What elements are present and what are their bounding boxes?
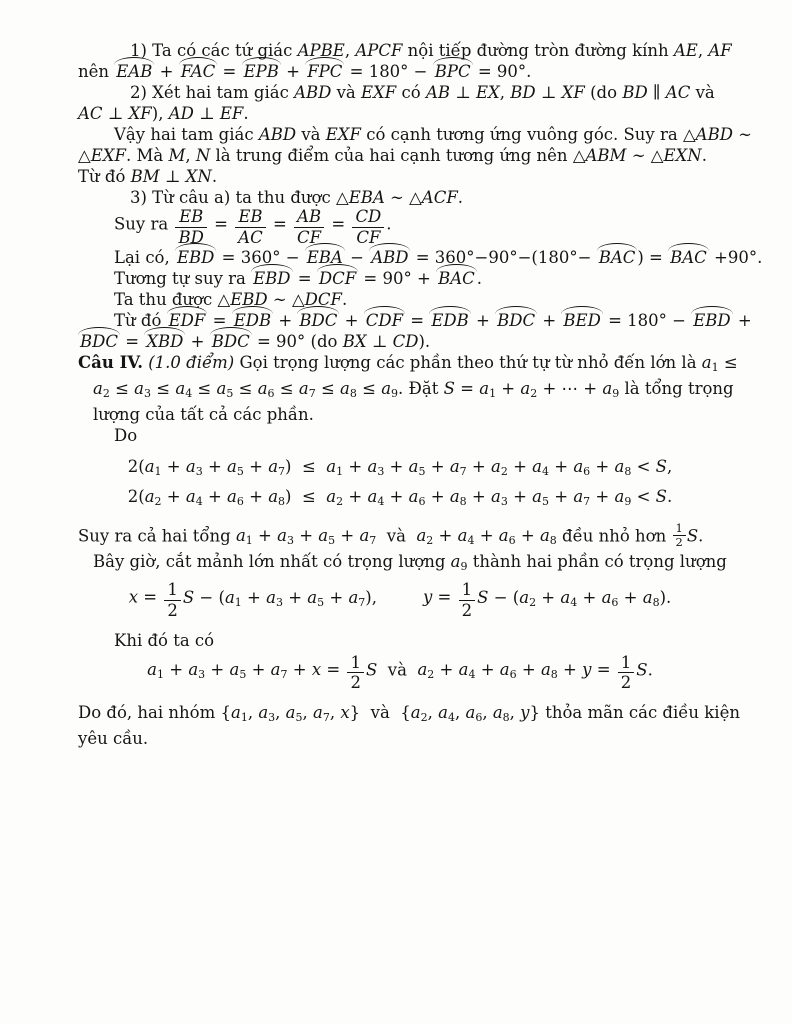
text-line	[78, 404, 722, 425]
angle-hat: EDB	[431, 310, 469, 330]
fraction: $\frac{1}{2}$	[616, 654, 637, 693]
text-line	[78, 124, 753, 145]
angle-hat: ABD	[371, 247, 409, 267]
math-run: +	[185, 331, 210, 351]
math-run: +	[732, 310, 752, 330]
math-run: ABD	[258, 125, 297, 144]
text-run: ).	[418, 331, 431, 351]
math-run: =	[207, 310, 232, 330]
text-line	[78, 702, 740, 728]
text-run: Do đó, hai nhóm	[78, 703, 221, 723]
text-run: Suy ra	[114, 214, 174, 234]
text-run: và	[331, 83, 362, 102]
text-line	[78, 425, 722, 446]
math-run: $S = a_1 + a_2$ + ⋯ + $a_9$	[443, 378, 620, 400]
angle-hat: EBD	[693, 310, 731, 330]
math-run: $a_9$	[450, 551, 468, 573]
math-run: $a_2 + a_4 + a_6 + a_8 + y$ =	[417, 660, 616, 682]
math-run: $a_1$ ≤	[701, 352, 738, 374]
math-run: EXF	[361, 83, 397, 102]
math-run: $a_2 \le a_3 \le a_4 \le a_5 \le a_6 \le a_7 \le a_8 \le a_9$.	[93, 378, 404, 400]
angle-hat: EBA	[306, 247, 343, 267]
text-run: thỏa mãn các điều kiện	[540, 703, 740, 723]
v-space	[78, 620, 722, 630]
math-run: +	[280, 62, 306, 81]
text-run: yêu cầu.	[78, 729, 149, 749]
text-run: 2) Xét hai tam giác	[130, 83, 295, 102]
italic-text: (1.0 điểm)	[148, 352, 235, 372]
text-line	[78, 82, 722, 103]
math-run: M, N	[168, 146, 211, 165]
math-run: AC ⊥ XF	[78, 104, 152, 123]
text-line	[78, 166, 722, 187]
text-run: Đặt	[403, 378, 444, 398]
text-line	[78, 61, 722, 82]
math-run: +	[154, 62, 179, 81]
math-run: △EBA ∼ △ACF.	[335, 188, 464, 207]
text-run: Tương tự suy ra	[114, 268, 252, 288]
angle-hat: FAC	[180, 62, 216, 81]
text-line	[78, 484, 722, 514]
angle-hat: DCF	[318, 268, 357, 288]
text-run: đều nhỏ hơn	[556, 525, 672, 545]
math-run: $2(a_1 + a_3 + a_5 + a_7) \le a_1 + a_3 + a_5 + a_7 + a_2 + a_4 + a_6 + a_8 < S$,	[127, 456, 673, 478]
small-fraction: $\frac{1}{2}$	[672, 523, 687, 549]
text-run: Ta thu được	[114, 289, 218, 309]
v-space	[78, 446, 722, 454]
math-run: $2(a_2 + a_4 + a_6 + a_8) \le a_2 + a_4 + a_6 + a_8 + a_3 + a_5 + a_7 + a_9 < S$.	[127, 486, 673, 508]
math-run: △EXF.	[78, 146, 132, 165]
math-run: =	[405, 310, 430, 330]
math-run: EXF	[325, 125, 362, 144]
angle-hat: FPC	[307, 62, 343, 81]
text-run: và	[690, 83, 715, 102]
math-run: APBE	[297, 41, 345, 60]
text-line	[78, 103, 722, 124]
text-line	[78, 520, 722, 551]
math-run: $S - (a_1 + a_3 + a_5 + a_7)$,	[182, 587, 377, 609]
math-run: =	[217, 62, 242, 81]
fraction: $\frac{EB}{BD}$	[173, 208, 208, 247]
text-run: nên	[78, 62, 115, 81]
text-run: và	[376, 525, 417, 545]
v-space	[78, 514, 722, 523]
text-line	[78, 581, 722, 620]
math-run: =	[208, 214, 234, 234]
angle-hat: BDC	[80, 331, 118, 351]
text-line	[78, 654, 722, 693]
math-run: = 90°	[251, 331, 311, 351]
text-run: 3) Từ câu a) ta thu được	[130, 188, 336, 207]
angle-hat: EBD	[176, 247, 215, 267]
math-run: BD ∥ AC	[622, 83, 691, 102]
text-line	[78, 268, 722, 289]
math-run: = 180° −	[602, 310, 692, 330]
text-run: Lại có,	[114, 247, 175, 267]
angle-hat: EBD	[253, 268, 291, 288]
text-line	[78, 454, 722, 484]
fraction: $\frac{AB}{CF}$	[292, 208, 326, 247]
math-run: S	[365, 660, 378, 680]
math-run: +	[273, 310, 298, 330]
math-run: {$a_2$, $a_4$, $a_6$, $a_8$, y}	[400, 703, 540, 725]
math-run: =	[267, 214, 293, 234]
math-run: = 360° −	[216, 247, 305, 267]
math-run: $a_1 + a_3 + a_5 + a_7$	[235, 525, 377, 547]
text-line	[78, 352, 738, 378]
text-line	[78, 551, 727, 577]
text-run: và	[296, 125, 326, 144]
text-run: có	[396, 83, 426, 102]
math-run: AF	[708, 41, 732, 60]
angle-hat: BAC	[438, 268, 475, 288]
text-line	[78, 145, 722, 166]
math-run: AE	[673, 41, 698, 60]
math-run: ) =	[637, 247, 669, 267]
text-line	[78, 208, 722, 247]
text-run: và	[377, 660, 418, 680]
text-line	[78, 331, 722, 352]
text-run: nội tiếp đường tròn đường kính	[402, 41, 674, 60]
math-run: = 90°.	[472, 62, 532, 81]
math-run: S.	[636, 660, 653, 680]
math-run: y =	[422, 587, 457, 607]
math-run: x =	[128, 587, 163, 607]
fraction: $\frac{EB}{AC}$	[233, 208, 268, 247]
angle-hat: CDF	[365, 310, 404, 330]
angle-hat: BPC	[434, 62, 471, 81]
fraction: $\frac{CD}{CF}$	[350, 208, 386, 247]
math-run: {$a_1$, $a_3$, $a_5$, $a_7$, x}	[220, 703, 361, 725]
math-run: +	[537, 310, 562, 330]
math-run: APCF	[355, 41, 403, 60]
angle-hat: BDC	[299, 310, 338, 330]
v-space	[78, 692, 722, 702]
angle-hat: EPB	[243, 62, 279, 81]
angle-hat: BAC	[598, 247, 636, 267]
text-line	[78, 728, 722, 749]
text-run: Bây giờ, cắt mảnh lớn nhất có trọng lượng	[93, 551, 451, 571]
text-run: là trung điểm của hai cạnh tương ứng nên	[210, 146, 573, 165]
math-run: =	[292, 268, 317, 288]
fraction: $\frac{1}{2}$	[457, 581, 478, 620]
text-line	[78, 187, 722, 208]
text-run: lượng của tất cả các phần.	[93, 404, 314, 424]
math-run: +	[339, 310, 364, 330]
text-run: Mà	[131, 146, 169, 165]
text-run: Do	[114, 425, 138, 445]
math-run: △EBD ∼ △DCF.	[217, 289, 348, 309]
math-run: AB ⊥ EX	[425, 83, 500, 102]
fraction: $\frac{1}{2}$	[162, 581, 183, 620]
math-run: =	[326, 214, 351, 234]
math-run: $a_2 + a_4 + a_6 + a_8$	[416, 525, 557, 547]
math-run: −	[344, 247, 370, 267]
text-run: ,	[499, 83, 511, 102]
math-run: △ABM ∼ △EXN.	[572, 146, 707, 165]
math-run: $S - (a_2 + a_4 + a_6 + a_8)$.	[477, 587, 672, 609]
angle-hat: BDC	[211, 331, 250, 351]
text-run: thành hai phần có trọng lượng	[467, 551, 727, 571]
text-run: Từ đó	[78, 167, 131, 186]
text-run: Gọi trọng lượng các phần theo thứ tự từ nhỏ đến lớn là	[234, 352, 702, 372]
text-line	[78, 630, 722, 651]
text-run: (do	[584, 83, 623, 102]
text-line	[78, 247, 763, 268]
text-run: và	[360, 703, 401, 723]
text-line	[78, 378, 734, 404]
text-run: ),	[151, 104, 169, 123]
text-run: là tổng trọng	[619, 378, 734, 398]
math-run: BM ⊥ XN.	[130, 167, 218, 186]
math-run: +90°.	[708, 247, 763, 267]
text-run: có cạnh tương ứng vuông góc. Suy ra	[361, 125, 683, 144]
angle-hat: BED	[563, 310, 601, 330]
math-run: = 90° +	[358, 268, 437, 288]
fraction: $\frac{1}{2}$	[345, 654, 366, 693]
text-run: Khi đó ta có	[114, 630, 215, 650]
math-run: ABD	[294, 83, 332, 102]
angle-hat: EDF	[168, 310, 206, 330]
math-run: BD ⊥ XF	[510, 83, 585, 102]
math-run: BX ⊥ CD	[342, 331, 419, 351]
text-run: .	[386, 214, 392, 234]
math-run: S.	[686, 525, 704, 545]
math-run: $a_1 + a_3 + a_5 + a_7 + x$ =	[147, 660, 346, 682]
text-run: ,	[697, 41, 709, 60]
angle-hat: BAC	[670, 247, 707, 267]
text-line	[78, 40, 732, 61]
math-run: AD ⊥ EF.	[168, 104, 249, 123]
angle-hat: EDB	[233, 310, 272, 330]
text-run: (do	[310, 331, 343, 351]
bold-text: Câu IV.	[78, 352, 143, 372]
angle-hat: XBD	[146, 331, 184, 351]
text-run: 1) Ta có các tứ giác	[130, 41, 298, 60]
text-run: Từ đó	[114, 310, 167, 330]
angle-hat: EAB	[116, 62, 153, 81]
angle-hat: BDC	[497, 310, 536, 330]
text-run: ,	[344, 41, 356, 60]
math-run: = 360°−90°−(180°−	[410, 247, 597, 267]
math-run: =	[119, 331, 145, 351]
math-run: +	[470, 310, 496, 330]
math-run: .	[476, 268, 482, 288]
math-run: = 180° −	[344, 62, 433, 81]
math-run: △ABD ∼	[682, 125, 753, 144]
text-run: Suy ra cả hai tổng	[78, 525, 236, 545]
text-run: Vậy hai tam giác	[114, 125, 259, 144]
